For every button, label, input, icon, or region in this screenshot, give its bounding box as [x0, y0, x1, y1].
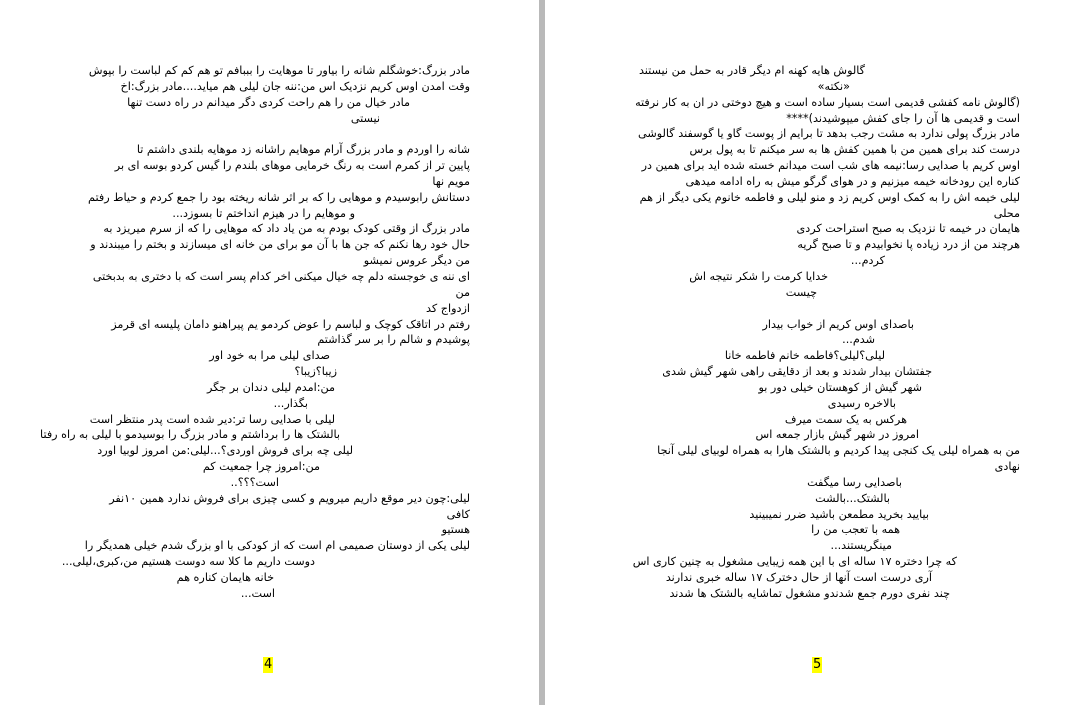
text-line: بگذار... — [273, 396, 308, 410]
text-line: لیلی؟لیلی؟فاطمه خانم فاطمه خانا — [724, 349, 885, 363]
text-line: امروز در شهر گیش بازار جمعه اس — [755, 428, 919, 442]
page-4-body-text — [40, 63, 470, 602]
text-line: است... — [240, 586, 275, 600]
text-line: باصدای اوس کریم از خواب بیدار — [762, 317, 914, 331]
text-line: است؟؟؟.. — [230, 475, 279, 489]
page-number: 5 — [813, 657, 822, 672]
text-line: چیست — [785, 285, 817, 299]
text-line: درست کند برای همین من با همین کفش ها به سر میکنم تا به پول برس — [689, 143, 1020, 157]
text-line — [70, 126, 470, 142]
text-line: کافی — [446, 507, 470, 521]
text-line: بالشتک ها را برداشتم و مادر بزرگ را بوسیدمو با لیلی به راه رفتا — [40, 428, 340, 442]
text-line: وقت امدن اوس کریم نزدیک اس من:ننه جان لیلی هم میاید....مادر بزرگ:اخ — [120, 79, 470, 93]
text-line: گالوش هایه کهنه ام دیگر قادر به حمل من نیستند — [638, 64, 865, 77]
text-line: نیستی — [350, 111, 380, 125]
text-line: کردم... — [850, 254, 885, 268]
text-line: شانه را اوردم و مادر بزرگ آرام موهایم راشانه زد موهایه بلندی داشتم تا — [136, 143, 470, 157]
text-line: لیلی با صدایی رسا تر:دیر شده است پدر منتظر است — [89, 412, 335, 426]
text-line: حال خود رها نکنم که جن ها با آن مو برای من خانه ای میسازند و بختم را میبندند و — [90, 238, 470, 252]
text-line: شدم... — [842, 333, 875, 347]
text-line: لیلی خیمه اش را به کمک اوس کریم زد و منو لیلی و فاطمه خانوم یکی دیگر از هم — [639, 190, 1020, 204]
text-line: بیایید بخرید مطمعن باشید ضرر نمیبینید — [749, 507, 929, 521]
text-line: مویم نها — [432, 174, 470, 188]
text-line: لیلی:چون دیر موقع داریم میرویم و کسی چیزی برای فروش ندارد همین ۱۰نفر — [109, 491, 470, 505]
text-line: لیلی چه برای فروش اوردی؟...لیلی:من امروز لوبیا اورد — [97, 444, 353, 458]
text-line: چند نفری دورم جمع شدندو مشغول تماشایه بالشتک ها شدند — [669, 586, 950, 600]
text-line: هستیو — [441, 523, 470, 537]
text-line: است و قدیمی ها آن را جای کفش میپوشیدند)**** — [786, 111, 1020, 125]
text-line: بالاخره رسیدی — [827, 396, 896, 410]
text-line: لیلی یکی از دوستان صمیمی ام است که از کودکی با او بزرگ شدم خیلی همدیگر را — [84, 539, 470, 553]
text-line: اوس کریم با صدایی رسا:نیمه های شب است میدانم خسته شده اید برای همین در — [641, 159, 1020, 173]
text-line: (گالوش نامه کفشی قدیمی است بسیار ساده است و هیچ دوختی در ان به کار نرفته — [635, 95, 1020, 109]
text-line: مادر بزرگ از وقتی کودک بودم به من یاد داد که موهایی را که از سرم میریزد به — [103, 222, 470, 236]
text-line: من:امدم لیلی دندان بر جگر — [206, 380, 335, 394]
text-line: پوشیدم و شالم را بر سر گذاشتم — [317, 333, 470, 347]
text-line: هرکس به یک سمت میرف — [784, 412, 907, 426]
text-line: همه با تعجب من را — [811, 523, 900, 537]
text-line: من:امروز چرا جمعیت کم — [202, 460, 320, 474]
text-line: جفتشان بیدار شدند و بعد از دقایقی راهی شهر گیش شدی — [662, 365, 932, 379]
text-line: پایین تر از کمرم است به رنگ خرمایی موهای بلندم را گیس کردو بوسه ای بر — [114, 159, 470, 173]
text-line: آری درست است آنها از حال دخترک ۱۷ ساله خبری ندارند — [665, 571, 932, 584]
text-line: صدای لیلی مرا به خود اور — [209, 349, 330, 363]
text-line: محلی — [993, 206, 1020, 220]
text-line: و موهایم را در هیزم انداختم تا بسوزد... — [172, 206, 355, 220]
text-line: ازدواج کد — [426, 301, 470, 315]
text-line: خانه هایمان کناره هم — [176, 571, 274, 584]
text-line: مادر بزرگ پولی ندارد به مشت رجب بدهد تا برایم از پوست گاو یا گوسفند گالوشی — [638, 127, 1020, 141]
text-line: هرچند من از درد زیاده پا نخوابیدم و تا صبح گریه — [797, 238, 1020, 252]
text-line: من به همراه لیلی یک کنجی پیدا کردیم و بالشتک هارا به همراه لوبیای لیلی آنجا — [657, 444, 1020, 458]
text-line: خدایا کرمت را شکر نتیجه اش — [689, 269, 828, 283]
text-line: شهر گیش از کوهستان خیلی دور بو — [758, 380, 922, 394]
text-line: من دیگر عروس نمیشو — [363, 254, 470, 268]
page-5 — [545, 0, 1090, 705]
text-line: زیبا؟زیبا؟ — [294, 365, 337, 379]
text-line: من — [455, 285, 470, 299]
text-line — [612, 301, 1020, 317]
text-line: کناره این رودخانه خیمه میزنیم و در هوای گرگو میش به راه ادامه میدهی — [685, 174, 1020, 188]
text-line: ای ننه ی خوجسته دلم چه خیال میکنی اخر کدام پسر است که با دختری به بدبختی — [92, 269, 470, 283]
text-line: نهادی — [994, 460, 1020, 474]
page-5-body-text — [612, 63, 1020, 602]
text-line: مادر بزرگ:خوشگلم شانه را بیاور تا موهایت را بببافم تو هم کم کم لباست را بپوش — [88, 64, 470, 77]
text-line: مادر خیال من را هم راحت کردی دگر میدانم در راه دست تنها — [127, 95, 410, 109]
text-line: که چرا دختره ۱۷ ساله ای با این همه زیبایی مشغول به چنین کاری اس — [632, 555, 957, 569]
text-line: باصدایی رسا میگفت — [807, 475, 902, 489]
text-line: هایمان در خیمه تا نزدیک به صبح استراحت کردی — [796, 222, 1020, 236]
text-line: بالشتک...بالشت — [815, 491, 890, 505]
text-line: مینگریستند... — [830, 539, 892, 553]
text-line: «نکته» — [817, 79, 850, 93]
text-line: دوست داریم ما کلا سه دوست هستیم من،کبری،لیلی... — [61, 555, 315, 569]
page-4 — [0, 0, 539, 705]
text-line: رفتم در اتاقک کوچک و لباسم را عوض کردمو یم پیراهنو دامان پلیسه ای قرمز — [111, 317, 470, 331]
text-line: دستانش رابوسیدم و موهایی را که بر اثر شانه ریخته بود را جمع کردم و حیاط رفتم — [88, 190, 470, 204]
page-number: 4 — [264, 657, 273, 672]
